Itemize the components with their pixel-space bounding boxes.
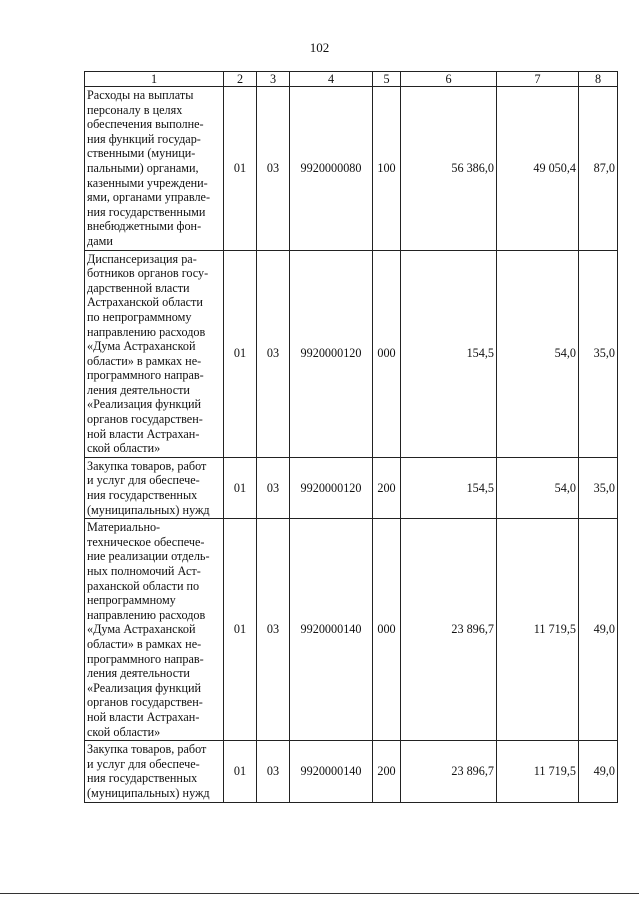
name-line: ственными (муници-: [87, 146, 196, 161]
execution-percent: 49,0: [579, 519, 618, 741]
name-line: программного направ-: [87, 651, 204, 666]
name-line: ями, органами управле-: [87, 190, 211, 205]
execution-percent: 49,0: [579, 741, 618, 802]
subsection-code: 03: [257, 741, 290, 802]
table-row: [85, 457, 618, 518]
name-line: ния функций государ-: [87, 131, 201, 146]
planned-amount: 23 896,7: [401, 741, 497, 802]
name-line: программного направ-: [87, 368, 204, 383]
name-line: Диспансеризация ра-: [87, 251, 197, 266]
name-line: ния государственных: [87, 488, 198, 503]
name-line: Материально-: [87, 520, 161, 535]
name-line: пальными) органами,: [87, 160, 199, 175]
subsection-code: 03: [257, 87, 290, 251]
column-header: 7: [497, 72, 579, 87]
planned-amount: 154,5: [401, 250, 497, 457]
executed-amount: 11 719,5: [497, 519, 579, 741]
name-line: ской области»: [87, 441, 161, 456]
section-code: 01: [224, 519, 257, 741]
execution-percent: 35,0: [579, 457, 618, 518]
expense-name: [85, 87, 224, 251]
name-line: ской области»: [87, 724, 161, 739]
name-line: «Дума Астраханской: [87, 339, 196, 354]
executed-amount: 11 719,5: [497, 741, 579, 802]
name-line: Закупка товаров, работ: [87, 742, 207, 757]
target-article-code: 9920000080: [290, 87, 373, 251]
target-article-code: 9920000140: [290, 519, 373, 741]
expense-type-code: 200: [373, 741, 401, 802]
execution-percent: 35,0: [579, 250, 618, 457]
expense-name: [85, 457, 224, 518]
section-code: 01: [224, 87, 257, 251]
name-line: Расходы на выплаты: [87, 88, 194, 102]
name-line: Закупка товаров, работ: [87, 458, 207, 473]
column-header: 6: [401, 72, 497, 87]
expense-type-code: 100: [373, 87, 401, 251]
name-line: ния государственными: [87, 204, 206, 219]
planned-amount: 154,5: [401, 457, 497, 518]
name-line: ния государственных: [87, 771, 198, 786]
name-line: внебюджетными фон-: [87, 219, 202, 234]
name-line: и услуг для обеспече-: [87, 473, 200, 488]
table-row: [85, 250, 618, 457]
expense-type-code: 200: [373, 457, 401, 518]
column-header: 5: [373, 72, 401, 87]
table-row: [85, 519, 618, 741]
target-article-code: 9920000140: [290, 741, 373, 802]
expense-name: [85, 519, 224, 741]
name-line: Астраханской области: [87, 295, 203, 310]
target-article-code: 9920000120: [290, 457, 373, 518]
name-line: ной власти Астрахан-: [87, 426, 200, 441]
name-line: (муниципальных) нужд: [87, 785, 210, 800]
target-article-code: 9920000120: [290, 250, 373, 457]
executed-amount: 54,0: [497, 250, 579, 457]
page-number: 102: [309, 40, 330, 55]
executed-amount: 49 050,4: [497, 87, 579, 251]
column-header: 8: [579, 72, 618, 87]
bottom-divider: [0, 893, 639, 894]
name-line: по непрограммному: [87, 309, 192, 324]
name-line: непрограммному: [87, 593, 176, 608]
name-line: казенными учреждени-: [87, 175, 208, 190]
section-code: 01: [224, 741, 257, 802]
planned-amount: 56 386,0: [401, 87, 497, 251]
expense-name: [85, 741, 224, 802]
executed-amount: 54,0: [497, 457, 579, 518]
subsection-code: 03: [257, 519, 290, 741]
column-header: 3: [257, 72, 290, 87]
execution-percent: 87,0: [579, 87, 618, 251]
name-line: направлению расходов: [87, 607, 206, 622]
name-line: раханской области по: [87, 578, 200, 593]
name-line: персоналу в целях: [87, 102, 183, 117]
name-line: ной власти Астрахан-: [87, 709, 200, 724]
name-line: направлению расходов: [87, 324, 206, 339]
table-row: [85, 87, 618, 251]
name-line: и услуг для обеспече-: [87, 756, 200, 771]
subsection-code: 03: [257, 250, 290, 457]
expense-type-code: 000: [373, 519, 401, 741]
name-line: области» в рамках не-: [87, 636, 202, 651]
column-header: 1: [85, 72, 224, 87]
table-header-row: [85, 72, 618, 87]
name-line: ние реализации отдель-: [87, 549, 210, 564]
expense-name: [85, 250, 224, 457]
name-line: органов государствен-: [87, 695, 203, 710]
name-line: ботников органов госу-: [87, 266, 209, 281]
subsection-code: 03: [257, 457, 290, 518]
budget-table: [84, 71, 618, 803]
name-line: ления деятельности: [87, 666, 190, 681]
name-line: ления деятельности: [87, 382, 190, 397]
column-header: 4: [290, 72, 373, 87]
column-header: 2: [224, 72, 257, 87]
name-line: «Реализация функций: [87, 397, 202, 412]
section-code: 01: [224, 457, 257, 518]
name-line: ных полномочий Аст-: [87, 564, 201, 578]
planned-amount: 23 896,7: [401, 519, 497, 741]
name-line: области» в рамках не-: [87, 353, 202, 368]
name-line: дарственной власти: [87, 280, 190, 295]
expense-type-code: 000: [373, 250, 401, 457]
name-line: (муниципальных) нужд: [87, 502, 210, 517]
name-line: «Реализация функций: [87, 680, 202, 695]
table-row: [85, 741, 618, 802]
name-line: обеспечения выполне-: [87, 117, 204, 132]
name-line: «Дума Астраханской: [87, 622, 196, 637]
name-line: техническое обеспече-: [87, 534, 205, 549]
section-code: 01: [224, 250, 257, 457]
name-line: органов государствен-: [87, 412, 203, 427]
name-line: дами: [87, 233, 113, 248]
